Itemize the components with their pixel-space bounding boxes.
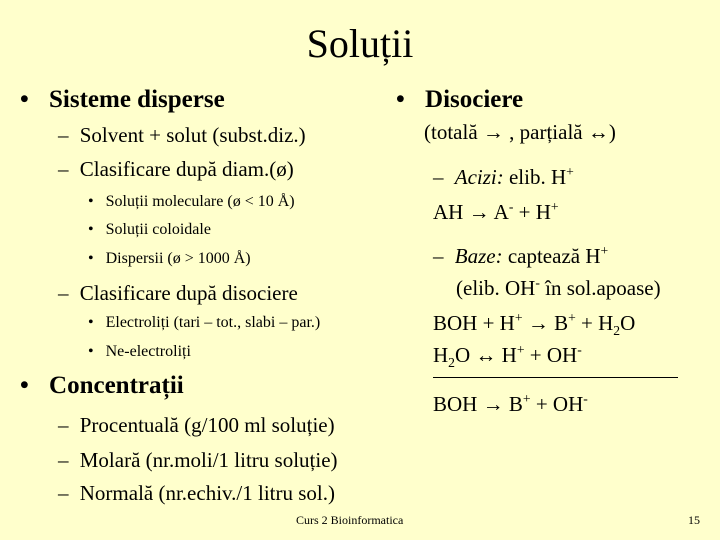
dash-marker: – bbox=[58, 157, 69, 181]
bullet-marker: • bbox=[396, 86, 405, 113]
bullet-marker: • bbox=[88, 221, 94, 238]
equation-water bbox=[433, 342, 582, 371]
item-text: Soluții moleculare (ø < 10 Å) bbox=[105, 193, 295, 210]
bullet-marker: • bbox=[88, 250, 94, 267]
eq-part: H bbox=[433, 343, 449, 367]
bullet-marker: • bbox=[88, 343, 94, 360]
bullet-concentratii bbox=[20, 372, 184, 400]
item-text: Procentuală (g/100 ml soluție) bbox=[79, 413, 335, 437]
acizi-label: Acizi: bbox=[454, 165, 504, 189]
item-text: Normală (nr.echiv./1 litru sol.) bbox=[79, 481, 335, 505]
item-clasificare-diam bbox=[58, 157, 294, 182]
subscript: 2 bbox=[448, 355, 455, 371]
eq-part: O ↔ H bbox=[455, 343, 517, 367]
superscript: + bbox=[600, 243, 609, 258]
baze-text: captează H bbox=[502, 244, 601, 268]
dash-marker: – bbox=[433, 244, 444, 268]
slide-title: Soluții bbox=[306, 21, 414, 66]
equation-base-net bbox=[433, 392, 588, 417]
superscript: + bbox=[568, 310, 576, 325]
dash-marker: – bbox=[433, 165, 444, 189]
eq-part: (elib. OH bbox=[456, 276, 536, 300]
superscript: + bbox=[522, 391, 531, 406]
dash-marker: – bbox=[58, 123, 69, 147]
bullet-text: Disociere bbox=[425, 86, 524, 113]
eq-part: în sol.apoase) bbox=[539, 276, 661, 300]
item-baze bbox=[433, 244, 608, 269]
equation-base-1 bbox=[433, 310, 636, 339]
item-text: Molară (nr.moli/1 litru soluție) bbox=[79, 448, 338, 472]
page-number: 15 bbox=[688, 513, 700, 527]
baze-line2 bbox=[456, 276, 661, 301]
item-solutii-coloidale bbox=[88, 221, 211, 239]
item-text: Soluții coloidale bbox=[105, 221, 211, 238]
baze-label: Baze: bbox=[454, 244, 503, 268]
item-normala bbox=[58, 481, 335, 506]
eq-part: + H bbox=[575, 311, 614, 335]
eq-part: BOH → B bbox=[433, 392, 523, 416]
bullet-text: Sisteme disperse bbox=[49, 86, 225, 113]
bullet-marker: • bbox=[88, 314, 94, 331]
superscript: + bbox=[514, 310, 523, 325]
item-solutii-moleculare bbox=[88, 193, 295, 211]
item-solvent-solut bbox=[58, 123, 306, 148]
item-ne-electroliti bbox=[88, 343, 191, 361]
item-text: Clasificare după diam.(ø) bbox=[79, 157, 294, 181]
superscript: - bbox=[577, 342, 582, 357]
item-molara bbox=[58, 448, 338, 473]
item-text: Clasificare după disociere bbox=[79, 281, 298, 305]
dash-marker: – bbox=[58, 281, 69, 305]
item-text: Solvent + solut (subst.diz.) bbox=[79, 123, 306, 147]
eq-part: → B bbox=[522, 311, 569, 335]
disociere-subtitle: (totală → , parțială ↔) bbox=[424, 120, 616, 144]
superscript: - bbox=[535, 275, 540, 290]
bullet-marker: • bbox=[20, 372, 29, 399]
equation-sum-rule bbox=[433, 377, 678, 378]
superscript: - bbox=[508, 199, 514, 214]
item-dispersii bbox=[88, 250, 251, 268]
superscript: + bbox=[550, 199, 559, 214]
acizi-text: elib. H bbox=[503, 165, 567, 189]
bullet-text: Concentrații bbox=[49, 372, 184, 399]
eq-part: BOH + H bbox=[433, 311, 515, 335]
item-acizi bbox=[433, 165, 574, 190]
superscript: - bbox=[583, 391, 588, 406]
eq-part: + OH bbox=[524, 343, 578, 367]
item-text: Ne-electroliți bbox=[105, 343, 191, 360]
item-electroliti bbox=[88, 314, 320, 332]
superscript: + bbox=[516, 342, 525, 357]
item-clasificare-disociere bbox=[58, 281, 298, 306]
dash-marker: – bbox=[58, 448, 69, 472]
item-text: Electroliți (tari – tot., slabi – par.) bbox=[105, 314, 321, 331]
eq-part: O bbox=[620, 311, 636, 335]
bullet-marker: • bbox=[20, 86, 29, 113]
bullet-marker: • bbox=[88, 193, 94, 210]
dash-marker: – bbox=[58, 413, 69, 437]
item-procentuala bbox=[58, 413, 335, 438]
subscript: 2 bbox=[613, 323, 621, 339]
item-text: Dispersii (ø > 1000 Å) bbox=[105, 250, 251, 267]
superscript: + bbox=[566, 164, 574, 179]
footer-course: Curs 2 Bioinformatica bbox=[296, 513, 404, 527]
eq-part: + H bbox=[513, 200, 551, 224]
eq-part: AH → A bbox=[433, 200, 509, 224]
eq-part: + OH bbox=[530, 392, 584, 416]
bullet-disociere bbox=[396, 86, 523, 114]
equation-acid-dissociation bbox=[433, 200, 559, 225]
dash-marker: – bbox=[58, 481, 69, 505]
bullet-sisteme-disperse bbox=[20, 86, 225, 114]
